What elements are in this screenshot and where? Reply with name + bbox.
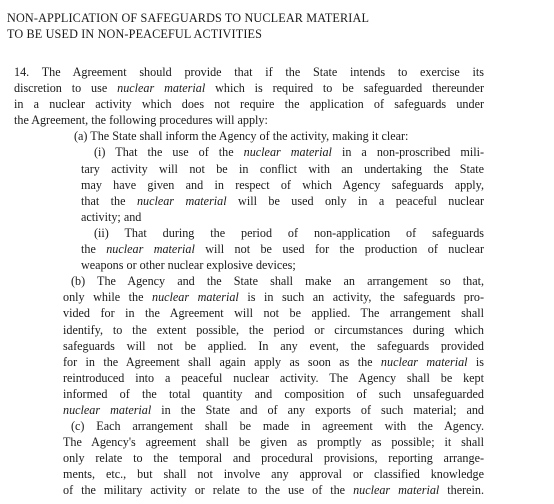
text-run: activity; and	[81, 209, 142, 224]
text-line	[63, 354, 484, 370]
text-line	[81, 161, 484, 177]
text-run: (c) Each arrangement shall be made in agreement with the Agency.	[71, 419, 484, 434]
defined-term: nuclear material	[380, 354, 468, 369]
text-line	[71, 418, 484, 434]
text-line	[63, 370, 484, 386]
section-heading	[7, 10, 507, 42]
text-line	[63, 322, 484, 338]
defined-term: nuclear material	[117, 81, 206, 96]
text-run: in a nuclear activity which does not require the application of safeguards under	[14, 97, 484, 112]
text-line	[63, 289, 484, 305]
defined-term: nuclear material	[136, 193, 227, 208]
text-run: 14. The Agreement should provide that if the State intends to exercise its	[14, 65, 484, 79]
text-run: will be used only in a peaceful nuclear	[226, 193, 485, 208]
text-run: informed of the total quantity and composition of such unsafeguarded	[63, 386, 484, 401]
heading-line-2: TO BE USED IN NON-PEACEFUL ACTIVITIES	[7, 27, 263, 41]
text-run: will not be used for the production of nuclear	[194, 242, 485, 257]
text-run: reintroduced into a peaceful nuclear activity. The Agency shall be kept	[63, 370, 484, 385]
text-run: that the	[81, 193, 137, 208]
text-run: for in the Agreement shall again apply as soon as the	[63, 354, 381, 369]
text-line	[63, 402, 484, 418]
text-run: which is required to be safeguarded thereunder	[205, 81, 485, 96]
text-line	[71, 273, 484, 289]
text-line	[63, 305, 484, 321]
text-line	[63, 434, 484, 450]
defined-term: nuclear material	[243, 145, 332, 160]
text-line	[81, 241, 484, 257]
text-line	[63, 450, 484, 466]
text-run: may have given and in respect of which Agency safeguards apply,	[81, 177, 484, 192]
heading-line-1: NON-APPLICATION OF SAFEGUARDS TO NUCLEAR MATERIAL	[7, 11, 370, 25]
text-line	[94, 144, 484, 160]
text-run: the	[81, 242, 107, 257]
text-run: only relate to the temporal and procedural provisions, reporting arrange-	[63, 451, 484, 466]
defined-term: nuclear material	[106, 242, 195, 257]
text-run: is in such an activity, the safeguards pro-	[238, 290, 485, 305]
text-line	[63, 482, 484, 498]
text-line	[94, 225, 484, 241]
text-run: therein.	[439, 483, 485, 498]
text-run: only while the	[63, 290, 153, 305]
text-line	[63, 338, 484, 354]
text-line	[81, 209, 484, 225]
text-run: vided for in the Agreement will not be applied. The arrangement shall	[63, 306, 484, 321]
text-run: (a) The State shall inform the Agency of the activity, making it clear:	[74, 129, 409, 144]
text-line	[81, 193, 484, 209]
text-line	[14, 64, 484, 80]
text-line	[63, 386, 484, 402]
text-run: (ii) That during the period of non-application of safeguards	[94, 225, 484, 240]
text-line	[14, 112, 484, 128]
paragraph-14	[0, 64, 554, 499]
text-line	[81, 257, 484, 273]
text-run: of the military activity or relate to the use of the	[63, 483, 354, 498]
defined-term: nuclear material	[152, 290, 239, 305]
text-run: in the State and of any exports of such material; and	[151, 402, 484, 417]
text-line	[63, 466, 484, 482]
text-run: (i) That the use of the	[94, 145, 244, 160]
text-line	[74, 128, 484, 144]
text-line	[14, 96, 484, 112]
text-line	[81, 177, 484, 193]
defined-term: nuclear material	[353, 483, 440, 498]
text-run: safeguards will not be applied. In any event, the safeguards provided	[63, 338, 484, 353]
text-run: (b) The Agency and the State shall make an arrangement so that,	[71, 274, 484, 289]
text-run: in a non-proscribed mili-	[331, 145, 484, 160]
text-run: ments, etc., but shall not involve any approval or classified knowledge	[63, 467, 484, 482]
text-run: tary activity will not be in conflict with an undertaking the State	[81, 161, 484, 176]
text-line	[14, 80, 484, 96]
text-run: weapons or other nuclear explosive devices;	[81, 258, 296, 273]
text-run: is	[467, 354, 484, 369]
defined-term: nuclear material	[63, 402, 152, 417]
text-run: The Agency's agreement shall be given as promptly as possible; it shall	[63, 435, 484, 450]
text-run: identify, to the extent possible, the period or circumstances during which	[63, 322, 484, 337]
text-run: discretion to use	[14, 81, 118, 96]
text-run: the Agreement, the following procedures will apply:	[14, 113, 268, 128]
